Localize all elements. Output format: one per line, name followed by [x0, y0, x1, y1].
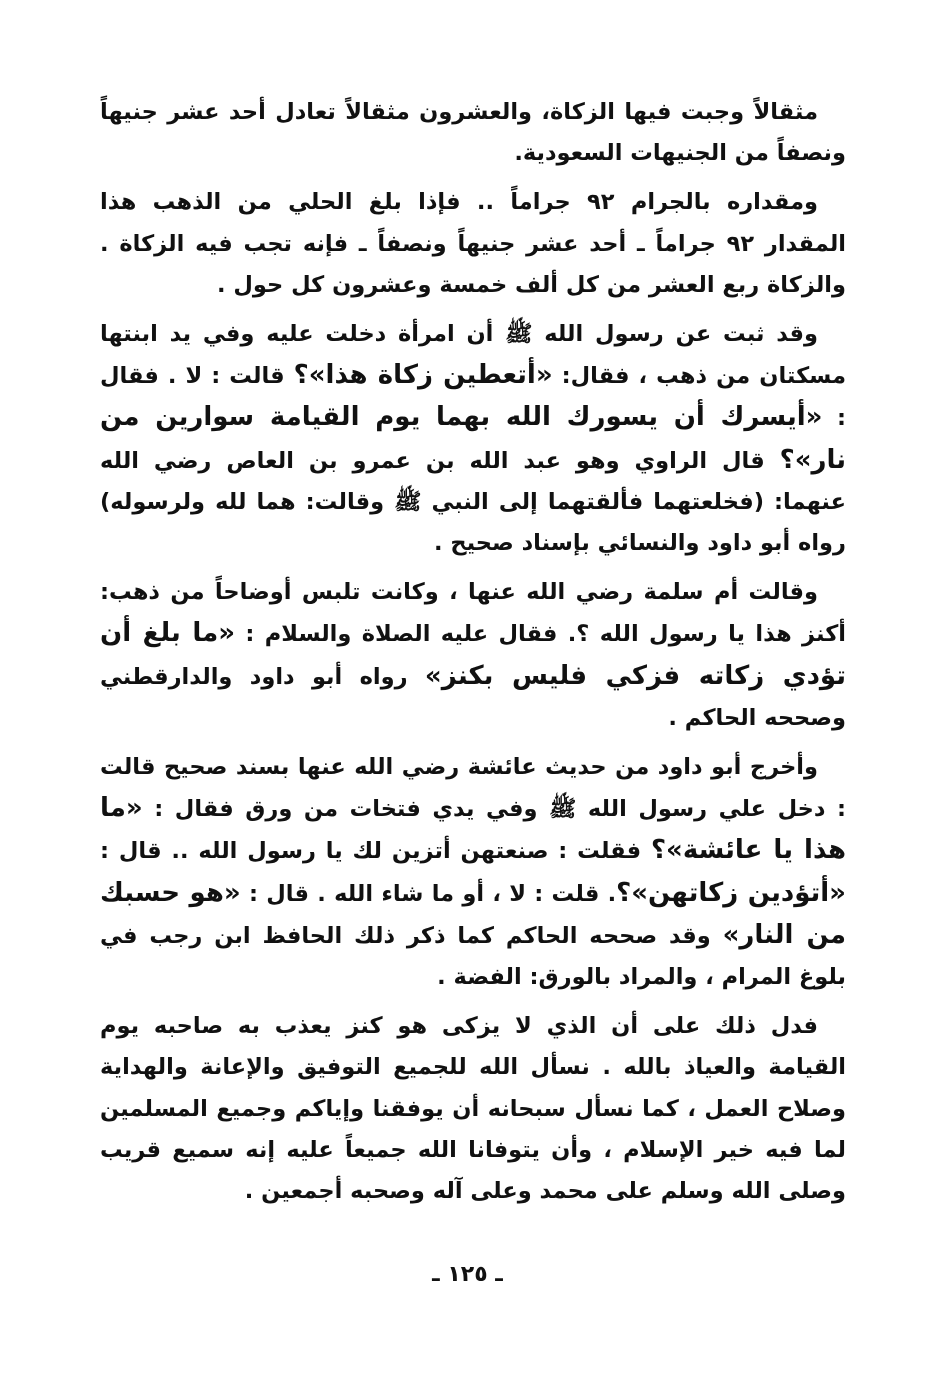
text-run: رواه أبو داود والدارقطني وصححه الحاكم . [100, 663, 846, 731]
paragraph [100, 572, 846, 739]
hadith-quote: «أتعطين زكاة هذا»؟ [293, 360, 553, 391]
text-run: وقالت أم سلمة رضي الله عنها ، وكانت تلبس أوضاحاً من ذهب: أكنز هذا يا رسول الله ؟. فقال عليه الصلاة والسلام : [100, 579, 847, 648]
text-run: مثقالاً وجبت فيها الزكاة، والعشرون مثقالاً تعادل أحد عشر جنيهاً ونصفاً من الجنيهات السعودية. [100, 99, 846, 167]
paragraph [100, 747, 846, 998]
text-run: فدل ذلك على أن الذي لا يزكى هو كنز يعذب به صاحبه يوم القيامة والعياذ بالله . نسأل الله للجميع التوفيق والإعانة والهداية وصلاح العمل ، كما نسأل سبحانه أن يوفقنا وإياكم وجميع المسلمين لما فيه خير الإسلام ، وأن يتوفانا الله جميعاً عليه إنه سميع قريب وصلى الله وسلم على محمد وعلى آله وصحبه أجمعين . [100, 1013, 846, 1205]
paragraph [100, 1006, 846, 1212]
paragraph [100, 182, 846, 306]
text-run: فقلت : صنعتهن أتزين لك يا رسول الله .. قال : [100, 838, 651, 865]
hadith-quote: «أيسرك أن يسورك الله بهما يوم القيامة سوارين من نار»؟ [100, 402, 846, 475]
body-text [100, 92, 846, 1212]
text-run: قال الراوي وهو عبد الله بن عمرو بن العاص رضي الله عنهما: (فخلعتهما فألقتهما إلى النبي ﷺ وقالت: هما لله ولرسوله) رواه أبو داود والنسائي بإسناد صحيح . [100, 447, 846, 557]
text-run: . قلت : لا ، أو ما شاء الله . قال : [240, 880, 617, 907]
hadith-quote: «أتؤدين زكاتهن»؟ [616, 877, 846, 908]
text-run: وأخرج أبو داود من حديث عائشة رضي الله عنها بسند صحيح قالت : دخل علي رسول الله ﷺ وفي يدي فتخات من ورق فقال : [100, 754, 846, 823]
text-run: ومقداره بالجرام ٩٢ جراماً .. فإذا بلغ الحلي من الذهب هذا المقدار ٩٢ جراماً ـ أحد عشر جنيهاً ونصفاً ـ فإنه تجب فيه الزكاة . والزكاة ربع العشر من كل ألف خمسة وعشرون كل حول . [100, 189, 846, 298]
hadith-quote: «ما هذا يا عائشة»؟ [100, 793, 846, 866]
text-run: وقد ثبت عن رسول الله ﷺ أن امرأة دخلت عليه وفي يد ابنتها مسكتان من ذهب ، فقال: [100, 321, 846, 390]
hadith-quote: «هو حسبك من النار» [100, 877, 846, 950]
text-run: قالت : لا . فقال : [100, 363, 846, 432]
hadith-quote: «ما بلغ أن تؤدي زكاته فزكي فليس بكنز» [100, 618, 846, 691]
page-number: ـ ١٢٥ ـ [432, 1262, 503, 1287]
text-run: وقد صححه الحاكم كما ذكر ذلك الحافظ ابن رجب في بلوغ المرام ، والمراد بالورق: الفضة . [100, 922, 846, 991]
paragraph [100, 92, 846, 174]
paragraph [100, 314, 846, 564]
